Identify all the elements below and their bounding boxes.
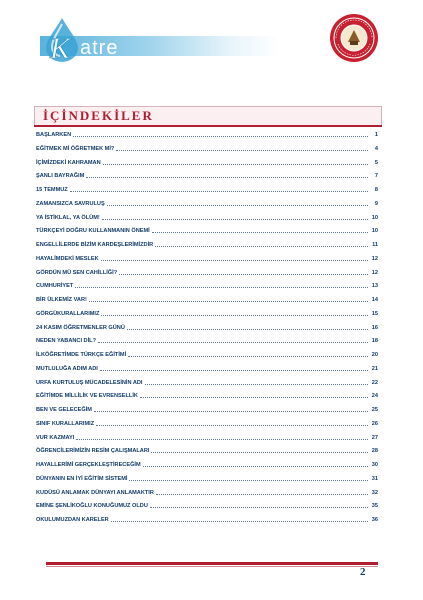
toc-entry[interactable] <box>36 266 378 276</box>
toc-entry[interactable] <box>36 334 378 344</box>
toc-entry-label: BİR ÜLKEMİZ VAR! <box>36 297 87 303</box>
toc-entry-page: 27 <box>371 434 378 441</box>
toc-entry-label: ÖĞRENCİLERİMİZİN RESİM ÇALIŞMALARI <box>36 448 150 455</box>
toc-entry-page: 13 <box>371 283 378 290</box>
toc-entry-page: 31 <box>371 475 378 482</box>
dot-leader <box>94 411 368 412</box>
toc-entry-label: SINIF KURALLARIMIZ <box>36 420 95 427</box>
toc-entry[interactable] <box>36 224 378 234</box>
toc-entry-label: NEDEN YABANCI DİL? <box>36 338 96 345</box>
dot-leader <box>128 356 368 357</box>
toc-entry-label: ENGELLİLERDE BİZİM KARDEŞLERİMİZDİR <box>36 242 154 248</box>
toc-entry[interactable] <box>36 197 378 207</box>
toc-entry[interactable] <box>36 458 378 468</box>
dot-leader <box>129 480 368 481</box>
toc-entry[interactable] <box>36 472 378 482</box>
logo-text: atre <box>80 37 119 59</box>
toc-entry-page: 26 <box>371 420 378 427</box>
toc-entry-page: 21 <box>371 365 378 372</box>
dot-leader <box>100 370 368 371</box>
toc-entry-page: 20 <box>371 352 378 358</box>
katre-logo <box>40 14 160 64</box>
toc-entry-label: 24 KASIM ÖĞRETMENLER GÜNÜ <box>36 324 125 331</box>
toc-entry-label: BEN VE GELECEĞİM <box>36 407 92 413</box>
toc-entry-page: 12 <box>371 269 378 276</box>
toc-entry-page: 9 <box>374 200 378 207</box>
toc-entry-label: ŞANLI BAYRAĞIM <box>36 173 85 180</box>
dot-leader <box>86 177 368 178</box>
toc-entry-label: ZAMANSIZCA SAVRULUŞ <box>36 200 105 207</box>
toc-entry[interactable] <box>36 252 378 262</box>
toc-entry-label: EĞİTMEK Mİ ÖĞRETMEK Mİ? <box>36 145 115 152</box>
toc-entry-page: 25 <box>371 407 378 413</box>
toc-entry[interactable] <box>36 376 378 386</box>
toc-entry-label: GÖRDÜN MÜ SEN CAHİLLİĞİ? <box>36 269 118 276</box>
toc-entry[interactable] <box>36 142 378 152</box>
toc-entry-page: 10 <box>371 214 378 221</box>
toc-entry-page: 35 <box>371 503 378 510</box>
toc-entry[interactable] <box>36 389 378 399</box>
toc-entry[interactable] <box>36 417 378 427</box>
dot-leader <box>107 205 368 206</box>
title-rule <box>34 125 382 127</box>
toc-entry-page: 10 <box>371 228 378 235</box>
toc-entry[interactable] <box>36 293 378 303</box>
dot-leader <box>111 521 368 522</box>
toc-entry-label: VUR KAZMAYI <box>36 434 75 441</box>
toc-entry-page: 14 <box>371 297 378 303</box>
toc-entry-page: 5 <box>374 159 378 166</box>
dot-leader <box>75 287 368 288</box>
toc-entry-label: İLKÖĞRETİMDE TÜRKÇE EĞİTİMİ <box>36 352 127 358</box>
toc-entry[interactable] <box>36 499 378 509</box>
toc-entry[interactable] <box>36 238 378 248</box>
footer-rule-thin <box>46 566 378 567</box>
toc-entry-page: 24 <box>371 393 378 400</box>
toc-entry-label: HAYALLERİMİ GERÇEKLEŞTİRECEĞİM <box>36 462 141 468</box>
toc-entry-label: OKULUMUZDAN KARELER <box>36 517 109 523</box>
dot-leader <box>73 136 368 137</box>
toc-entry[interactable] <box>36 444 378 454</box>
toc-entry[interactable] <box>36 183 378 193</box>
toc-entry-label: İÇİMİZDEKİ KAHRAMAN <box>36 159 101 166</box>
footer-rule <box>46 562 378 565</box>
toc-title: İÇİNDEKİLER <box>43 108 154 123</box>
toc-entry-label: 15 TEMMUZ <box>36 187 68 193</box>
toc-entry-label: DÜNYANIN EN İYİ EĞİTİM SİSTEMİ <box>36 475 128 482</box>
toc-entry[interactable] <box>36 362 378 372</box>
dot-leader <box>70 191 368 192</box>
toc-entry-page: 4 <box>374 145 378 152</box>
dot-leader <box>156 494 368 495</box>
toc-entry-label: MUTLULUĞA ADIM ADI <box>36 365 98 372</box>
toc-entry-label: EMİNE ŞENLİKOĞLU KONUĞUMUZ OLDU <box>36 503 148 510</box>
dot-leader <box>145 384 369 385</box>
dot-leader <box>143 466 368 467</box>
toc-entry-page: 22 <box>371 379 378 386</box>
dot-leader <box>127 329 368 330</box>
toc-entry[interactable] <box>36 279 378 289</box>
toc-entry-page: 12 <box>371 255 378 262</box>
toc-entry[interactable] <box>36 403 378 413</box>
toc-entry[interactable] <box>36 307 378 317</box>
dot-leader <box>103 164 368 165</box>
toc-entry[interactable] <box>36 156 378 166</box>
toc-entry-label: TÜRKÇEYİ DOĞRU KULLANMANIN ÖNEMİ <box>36 228 150 235</box>
toc-entry-page: 28 <box>371 448 378 455</box>
toc-entry-page: 11 <box>372 242 378 248</box>
toc-entry[interactable] <box>36 431 378 441</box>
toc-entry-label: GÖRGÜKURALLARIMIZ <box>36 310 100 317</box>
toc-title-box <box>34 106 382 126</box>
toc-entry-label: KUDÜSÜ ANLAMAK DÜNYAYI ANLAMAKTIR <box>36 489 154 496</box>
toc-entry-page: 1 <box>374 132 378 138</box>
toc-entry-page: 18 <box>371 338 378 345</box>
toc-entry[interactable] <box>36 211 378 221</box>
school-seal-icon <box>328 12 380 64</box>
toc-entry-label: YA İSTİKLAL, YA ÖLÜM! <box>36 214 100 221</box>
toc-entry-page: 8 <box>374 187 378 193</box>
toc-entry-label: CUMHURİYET <box>36 283 74 290</box>
toc-entry[interactable] <box>36 513 378 523</box>
toc-entry[interactable] <box>36 348 378 358</box>
page-number: 2 <box>360 566 366 578</box>
dot-leader <box>150 507 368 508</box>
dot-leader <box>101 315 368 316</box>
dot-leader <box>155 246 368 247</box>
toc-entry[interactable] <box>36 169 378 179</box>
svg-text:K: K <box>50 32 71 64</box>
toc-entry-label: BAŞLARKEN <box>36 132 72 138</box>
toc-entry-page: 32 <box>371 489 378 496</box>
dot-leader <box>89 301 368 302</box>
dot-leader <box>151 452 368 453</box>
dot-leader <box>96 425 368 426</box>
toc-entry[interactable] <box>36 486 378 496</box>
dot-leader <box>116 150 368 151</box>
toc-entry-label: URFA KURTULUŞ MÜCADELESİNİN ADI <box>36 379 143 386</box>
toc-entry-page: 16 <box>371 324 378 331</box>
dot-leader <box>152 232 368 233</box>
toc-entry-page: 30 <box>371 462 378 468</box>
dot-leader <box>140 397 368 398</box>
dot-leader <box>102 219 368 220</box>
toc-entry-page: 36 <box>371 517 378 523</box>
dot-leader <box>119 274 368 275</box>
toc-entry[interactable] <box>36 128 378 138</box>
toc-entry-page: 15 <box>371 310 378 317</box>
toc-entry-label: HAYALİMDEKİ MESLEK <box>36 255 99 262</box>
toc-entry-page: 7 <box>374 173 378 180</box>
toc-entry[interactable] <box>36 321 378 331</box>
toc-entry-label: EĞİTİMDE MİLLİLİK VE EVRENSELLİK <box>36 393 138 400</box>
dot-leader <box>101 260 368 261</box>
dot-leader <box>76 439 368 440</box>
dot-leader <box>98 342 368 343</box>
